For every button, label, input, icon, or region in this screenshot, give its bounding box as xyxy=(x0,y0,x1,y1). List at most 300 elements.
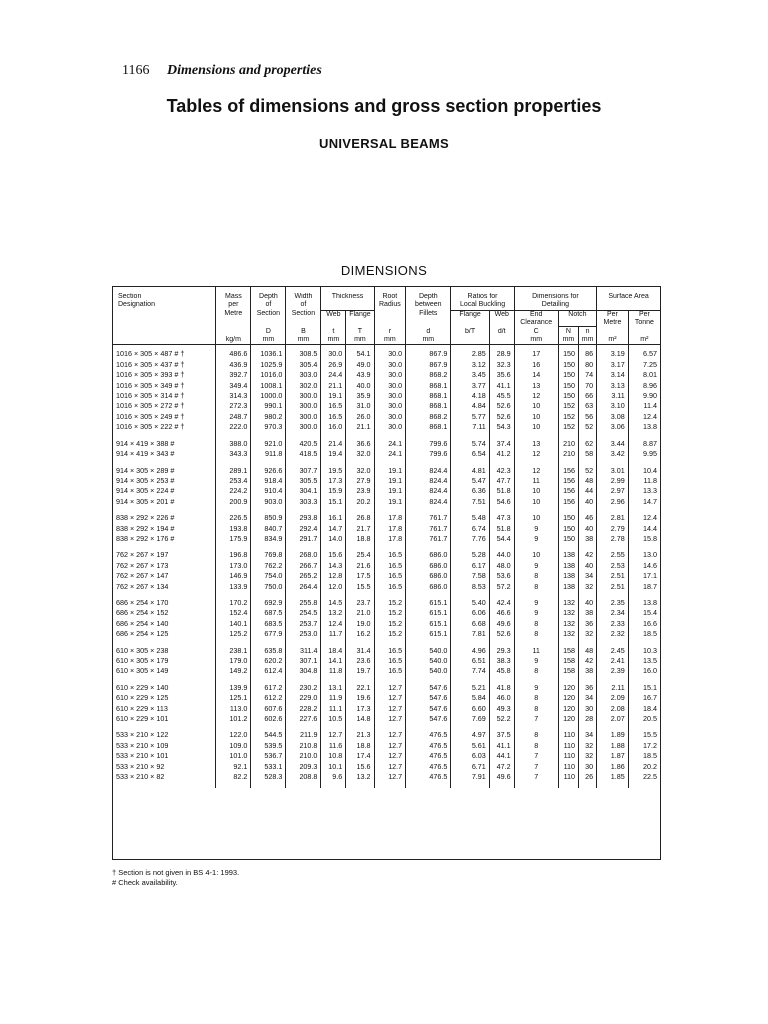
value-cell: 686.0 xyxy=(406,571,451,581)
value-cell: 209.3 xyxy=(286,762,321,772)
value-cell: 12.4 xyxy=(628,412,660,422)
value-cell: 3.44 xyxy=(597,439,629,449)
value-cell: 544.5 xyxy=(251,730,286,740)
section-designation-cell: 838 × 292 × 226 # xyxy=(116,513,175,523)
value-cell: 15.5 xyxy=(628,730,660,740)
value-cell: 824.4 xyxy=(406,497,451,507)
value-cell: 19.1 xyxy=(374,466,406,476)
value-cell: 687.5 xyxy=(251,608,286,618)
value-cell: 980.2 xyxy=(251,412,286,422)
table-row xyxy=(113,360,660,370)
value-cell: 54.4 xyxy=(489,534,514,544)
value-cell: 15.4 xyxy=(628,608,660,618)
value-cell: 15.9 xyxy=(321,486,346,496)
value-cell: 2.78 xyxy=(597,534,629,544)
value-cell: 8.53 xyxy=(451,582,489,592)
table-row xyxy=(113,466,660,476)
value-cell: 35.9 xyxy=(346,391,374,401)
value-cell: 540.0 xyxy=(406,656,451,666)
table-row xyxy=(113,401,660,411)
value-cell: 12.7 xyxy=(374,730,406,740)
value-cell: 152 xyxy=(558,401,578,411)
value-cell: 120 xyxy=(558,714,578,724)
value-cell: 30.0 xyxy=(374,412,406,422)
value-cell: 228.2 xyxy=(286,704,321,714)
value-cell: 607.6 xyxy=(251,704,286,714)
value-cell: 436.9 xyxy=(216,360,251,370)
value-cell: 32 xyxy=(579,629,597,639)
table-row xyxy=(113,476,660,486)
value-cell: 539.5 xyxy=(251,741,286,751)
value-cell: 74 xyxy=(579,370,597,380)
value-cell: 867.9 xyxy=(406,349,451,359)
value-cell: 41.2 xyxy=(489,449,514,459)
table-row xyxy=(113,714,660,724)
symbol-cell: C xyxy=(514,328,558,336)
value-cell: 36.6 xyxy=(346,439,374,449)
value-cell: 3.14 xyxy=(597,370,629,380)
value-cell: 101.2 xyxy=(216,714,251,724)
page-title: Tables of dimensions and gross section properties xyxy=(166,96,602,116)
value-cell: 11.8 xyxy=(321,666,346,676)
value-cell: 28.9 xyxy=(489,349,514,359)
value-cell: 120 xyxy=(558,683,578,693)
value-cell: 7.74 xyxy=(451,666,489,676)
value-cell: 156 xyxy=(558,476,578,486)
value-cell: 3.11 xyxy=(597,391,629,401)
value-cell: 6.54 xyxy=(451,449,489,459)
table-subtitle: UNIVERSAL BEAMS xyxy=(319,136,449,151)
value-cell: 12.7 xyxy=(321,730,346,740)
value-cell: 38 xyxy=(579,666,597,676)
value-cell: 32 xyxy=(579,751,597,761)
value-cell: 392.7 xyxy=(216,370,251,380)
section-designation-cell: 1016 × 305 × 222 # † xyxy=(116,422,185,432)
value-cell: 2.96 xyxy=(597,497,629,507)
value-cell: 40 xyxy=(579,598,597,608)
value-cell: 18.8 xyxy=(346,741,374,751)
value-cell: 224.2 xyxy=(216,486,251,496)
value-cell: 173.0 xyxy=(216,561,251,571)
value-cell: 170.2 xyxy=(216,598,251,608)
value-cell: 210.8 xyxy=(286,741,321,751)
value-cell: 54.3 xyxy=(489,422,514,432)
value-cell: 253.4 xyxy=(216,476,251,486)
value-cell: 15.6 xyxy=(346,762,374,772)
section-designation-cell: 1016 × 305 × 437 # † xyxy=(116,359,185,369)
value-cell: 15.1 xyxy=(321,497,346,507)
value-cell: 2.34 xyxy=(597,608,629,618)
symbol-cell: b/T xyxy=(451,328,489,336)
unit-cell: m² xyxy=(628,336,660,345)
value-cell: 37.5 xyxy=(489,730,514,740)
value-cell: 918.4 xyxy=(251,476,286,486)
running-title: Dimensions and properties xyxy=(166,63,322,78)
value-cell: 42 xyxy=(579,656,597,666)
value-cell: 12.7 xyxy=(374,762,406,772)
table-row xyxy=(113,391,660,401)
value-cell: 47.3 xyxy=(489,513,514,523)
value-cell: 13.8 xyxy=(628,598,660,608)
value-cell: 138 xyxy=(558,550,578,560)
value-cell: 158 xyxy=(558,656,578,666)
value-cell: 19.7 xyxy=(346,666,374,676)
value-cell: 2.11 xyxy=(597,683,629,693)
value-cell: 304.1 xyxy=(286,486,321,496)
table-row xyxy=(113,513,660,523)
value-cell: 533.1 xyxy=(251,762,286,772)
value-cell: 5.61 xyxy=(451,741,489,751)
value-cell: 19.6 xyxy=(346,693,374,703)
unit-cell: mm xyxy=(406,336,451,345)
value-cell: 536.7 xyxy=(251,751,286,761)
value-cell: 8 xyxy=(514,629,558,639)
table-row xyxy=(113,598,660,608)
value-cell: 4.97 xyxy=(451,730,489,740)
value-cell: 21.0 xyxy=(346,608,374,618)
value-cell: 921.0 xyxy=(251,439,286,449)
value-cell: 8 xyxy=(514,582,558,592)
value-cell: 686.0 xyxy=(406,582,451,592)
value-cell: 307.1 xyxy=(286,656,321,666)
value-cell: 43.9 xyxy=(346,370,374,380)
value-cell: 31.0 xyxy=(346,401,374,411)
value-cell: 754.0 xyxy=(251,571,286,581)
value-cell: 9 xyxy=(514,608,558,618)
table-row xyxy=(113,422,660,432)
value-cell: 19.1 xyxy=(321,391,346,401)
value-cell: 5.28 xyxy=(451,550,489,560)
dimensions-table-frame xyxy=(112,286,661,860)
value-cell: 14.6 xyxy=(628,561,660,571)
value-cell: 12.4 xyxy=(321,619,346,629)
value-cell: 15.8 xyxy=(628,534,660,544)
value-cell: 8 xyxy=(514,619,558,629)
value-cell: 10 xyxy=(514,550,558,560)
value-cell: 230.2 xyxy=(286,683,321,693)
value-cell: 109.0 xyxy=(216,741,251,751)
value-cell: 30.0 xyxy=(374,349,406,359)
value-cell: 16.2 xyxy=(346,629,374,639)
value-cell: 110 xyxy=(558,741,578,751)
section-designation-cell: 1016 × 305 × 349 # † xyxy=(116,380,185,390)
value-cell: 10 xyxy=(514,513,558,523)
unit-cell: mm xyxy=(514,336,558,345)
value-cell: 2.53 xyxy=(597,561,629,571)
value-cell: 4.96 xyxy=(451,646,489,656)
value-cell: 44.0 xyxy=(489,550,514,560)
value-cell: 761.7 xyxy=(406,534,451,544)
value-cell: 307.7 xyxy=(286,466,321,476)
section-designation-cell: 686 × 254 × 152 xyxy=(116,608,169,618)
value-cell: 17.8 xyxy=(374,534,406,544)
value-cell: 211.9 xyxy=(286,730,321,740)
table-row xyxy=(113,693,660,703)
value-cell: 122.0 xyxy=(216,730,251,740)
value-cell: 7.25 xyxy=(628,360,660,370)
value-cell: 47.7 xyxy=(489,476,514,486)
value-cell: 19.5 xyxy=(321,466,346,476)
table-row xyxy=(113,730,660,740)
value-cell: 8.96 xyxy=(628,381,660,391)
section-designation-cell: 610 × 305 × 238 xyxy=(116,645,169,655)
value-cell: 150 xyxy=(558,391,578,401)
value-cell: 3.06 xyxy=(597,422,629,432)
value-cell: 11.6 xyxy=(321,741,346,751)
value-cell: 3.12 xyxy=(451,360,489,370)
value-cell: 8 xyxy=(514,741,558,751)
value-cell: 51.8 xyxy=(489,524,514,534)
value-cell: 305.4 xyxy=(286,360,321,370)
value-cell: 1.85 xyxy=(597,772,629,782)
value-cell: 17.8 xyxy=(374,513,406,523)
value-cell: 14.7 xyxy=(628,497,660,507)
value-cell: 210 xyxy=(558,449,578,459)
value-cell: 9.95 xyxy=(628,449,660,459)
value-cell: 12.7 xyxy=(374,772,406,782)
value-cell: 24.1 xyxy=(374,449,406,459)
value-cell: 547.6 xyxy=(406,683,451,693)
value-cell: 840.7 xyxy=(251,524,286,534)
value-cell: 18.4 xyxy=(628,704,660,714)
section-designation-cell: 533 × 210 × 92 xyxy=(116,761,165,771)
value-cell: 27.9 xyxy=(346,476,374,486)
table-row xyxy=(113,608,660,618)
value-cell: 56 xyxy=(579,412,597,422)
value-cell: 302.0 xyxy=(286,381,321,391)
value-cell: 799.6 xyxy=(406,439,451,449)
value-cell: 1025.9 xyxy=(251,360,286,370)
value-cell: 10.8 xyxy=(321,751,346,761)
value-cell: 314.3 xyxy=(216,391,251,401)
value-cell: 15.2 xyxy=(374,619,406,629)
value-cell: 1.88 xyxy=(597,741,629,751)
value-cell: 2.79 xyxy=(597,524,629,534)
value-cell: 868.1 xyxy=(406,422,451,432)
unit-cell: mm xyxy=(579,336,597,345)
value-cell: 125.1 xyxy=(216,693,251,703)
section-designation-cell: 610 × 229 × 113 xyxy=(116,703,168,713)
value-cell: 86 xyxy=(579,349,597,359)
value-cell: 677.9 xyxy=(251,629,286,639)
value-cell: 22.5 xyxy=(628,772,660,782)
value-cell: 30.0 xyxy=(321,349,346,359)
value-cell: 253.7 xyxy=(286,619,321,629)
value-cell: 264.4 xyxy=(286,582,321,592)
value-cell: 8 xyxy=(514,666,558,676)
header-depth-between-fillets: Depth between Fillets xyxy=(406,293,451,328)
value-cell: 32.0 xyxy=(346,449,374,459)
value-cell: 110 xyxy=(558,762,578,772)
value-cell: 208.8 xyxy=(286,772,321,782)
value-cell: 22.1 xyxy=(346,683,374,693)
value-cell: 476.5 xyxy=(406,762,451,772)
value-cell: 9 xyxy=(514,656,558,666)
value-cell: 18.8 xyxy=(346,534,374,544)
value-cell: 10 xyxy=(514,412,558,422)
value-cell: 58 xyxy=(579,449,597,459)
header-per-metre: Per Metre xyxy=(597,310,629,327)
section-designation-cell: 914 × 419 × 343 # xyxy=(116,449,175,459)
value-cell: 7.58 xyxy=(451,571,489,581)
symbol-cell: n xyxy=(579,328,597,336)
value-cell: 10.1 xyxy=(321,762,346,772)
value-cell: 6.74 xyxy=(451,524,489,534)
value-cell: 133.9 xyxy=(216,582,251,592)
table-row xyxy=(113,439,660,449)
value-cell: 49.3 xyxy=(489,704,514,714)
value-cell: 28 xyxy=(579,714,597,724)
value-cell: 52.6 xyxy=(489,412,514,422)
table-row xyxy=(113,550,660,560)
header-surface-area: Surface Area xyxy=(597,293,660,310)
value-cell: 140.1 xyxy=(216,619,251,629)
value-cell: 13.2 xyxy=(321,608,346,618)
value-cell: 16.0 xyxy=(628,666,660,676)
value-cell: 7 xyxy=(514,762,558,772)
value-cell: 42.3 xyxy=(489,466,514,476)
section-designation-cell: 533 × 210 × 101 xyxy=(116,751,169,761)
value-cell: 476.5 xyxy=(406,730,451,740)
value-cell: 612.4 xyxy=(251,666,286,676)
value-cell: 18.7 xyxy=(628,582,660,592)
value-cell: 799.6 xyxy=(406,449,451,459)
value-cell: 761.7 xyxy=(406,524,451,534)
value-cell: 6.51 xyxy=(451,656,489,666)
table-row xyxy=(113,370,660,380)
value-cell: 19.1 xyxy=(374,476,406,486)
value-cell: 158 xyxy=(558,666,578,676)
value-cell: 52.2 xyxy=(489,714,514,724)
value-cell: 32 xyxy=(579,741,597,751)
table-row xyxy=(113,646,660,656)
value-cell: 11.4 xyxy=(628,401,660,411)
value-cell: 11.8 xyxy=(628,476,660,486)
value-cell: 3.77 xyxy=(451,381,489,391)
symbol-cell: B xyxy=(286,328,321,336)
value-cell: 12 xyxy=(514,466,558,476)
header-mass: Mass per Metre xyxy=(216,293,251,328)
value-cell: 2.08 xyxy=(597,704,629,714)
value-cell: 1036.1 xyxy=(251,349,286,359)
value-cell: 2.45 xyxy=(597,646,629,656)
value-cell: 14.0 xyxy=(321,534,346,544)
value-cell: 30 xyxy=(579,704,597,714)
value-cell: 10.3 xyxy=(628,646,660,656)
section-designation-cell: 1016 × 305 × 487 # † xyxy=(116,349,185,359)
table-row xyxy=(113,656,660,666)
value-cell: 9.90 xyxy=(628,391,660,401)
value-cell: 19.4 xyxy=(321,449,346,459)
table-row xyxy=(113,449,660,459)
value-cell: 16.5 xyxy=(374,561,406,571)
section-designation-cell: 610 × 229 × 140 xyxy=(116,682,169,692)
value-cell: 120 xyxy=(558,693,578,703)
value-cell: 34 xyxy=(579,730,597,740)
value-cell: 19.1 xyxy=(374,497,406,507)
value-cell: 254.5 xyxy=(286,608,321,618)
section-designation-cell: 914 × 305 × 201 # xyxy=(116,496,175,506)
value-cell: 1.89 xyxy=(597,730,629,740)
value-cell: 54.1 xyxy=(346,349,374,359)
value-cell: 150 xyxy=(558,360,578,370)
value-cell: 5.21 xyxy=(451,683,489,693)
value-cell: 150 xyxy=(558,513,578,523)
value-cell: 2.41 xyxy=(597,656,629,666)
value-cell: 7 xyxy=(514,751,558,761)
value-cell: 17.5 xyxy=(346,571,374,581)
value-cell: 824.4 xyxy=(406,486,451,496)
value-cell: 291.7 xyxy=(286,534,321,544)
value-cell: 17.4 xyxy=(346,751,374,761)
value-cell: 1.87 xyxy=(597,751,629,761)
dimensions-table xyxy=(113,287,660,788)
value-cell: 3.45 xyxy=(451,370,489,380)
value-cell: 150 xyxy=(558,381,578,391)
value-cell: 7.69 xyxy=(451,714,489,724)
value-cell: 2.55 xyxy=(597,550,629,560)
value-cell: 26.9 xyxy=(321,360,346,370)
value-cell: 8 xyxy=(514,704,558,714)
unit-cell: mm xyxy=(346,336,374,345)
value-cell: 8 xyxy=(514,730,558,740)
value-cell: 13.1 xyxy=(321,683,346,693)
value-cell: 20.5 xyxy=(628,714,660,724)
value-cell: 12.7 xyxy=(374,741,406,751)
value-cell: 5.77 xyxy=(451,412,489,422)
table-row xyxy=(113,762,660,772)
header-web-thickness: Web xyxy=(321,310,346,327)
value-cell: 12.4 xyxy=(628,513,660,523)
value-cell: 26.0 xyxy=(346,412,374,422)
value-cell: 53.6 xyxy=(489,571,514,581)
value-cell: 12 xyxy=(514,449,558,459)
value-cell: 37.4 xyxy=(489,439,514,449)
value-cell: 903.0 xyxy=(251,497,286,507)
value-cell: 146.9 xyxy=(216,571,251,581)
value-cell: 388.0 xyxy=(216,439,251,449)
value-cell: 824.4 xyxy=(406,476,451,486)
header-detailing: Dimensions for Detailing xyxy=(514,293,596,310)
value-cell: 38 xyxy=(579,608,597,618)
value-cell: 486.6 xyxy=(216,349,251,359)
value-cell: 49.6 xyxy=(489,619,514,629)
value-cell: 70 xyxy=(579,381,597,391)
value-cell: 248.7 xyxy=(216,412,251,422)
value-cell: 52.6 xyxy=(489,401,514,411)
value-cell: 868.1 xyxy=(406,401,451,411)
value-cell: 420.5 xyxy=(286,439,321,449)
value-cell: 2.32 xyxy=(597,629,629,639)
value-cell: 36 xyxy=(579,619,597,629)
table-row xyxy=(113,582,660,592)
table-row xyxy=(113,666,660,676)
value-cell: 4.84 xyxy=(451,401,489,411)
header-ratio-flange: Flange xyxy=(451,310,489,327)
value-cell: 46.6 xyxy=(489,608,514,618)
header-symbols-row xyxy=(113,328,660,336)
value-cell: 149.2 xyxy=(216,666,251,676)
unit-cell: mm xyxy=(286,336,321,345)
value-cell: 210 xyxy=(558,439,578,449)
value-cell: 476.5 xyxy=(406,751,451,761)
section-designation-cell: 686 × 254 × 140 xyxy=(116,618,169,628)
value-cell: 11 xyxy=(514,646,558,656)
value-cell: 17.8 xyxy=(374,524,406,534)
value-cell: 3.42 xyxy=(597,449,629,459)
value-cell: 5.47 xyxy=(451,476,489,486)
value-cell: 11.1 xyxy=(321,704,346,714)
